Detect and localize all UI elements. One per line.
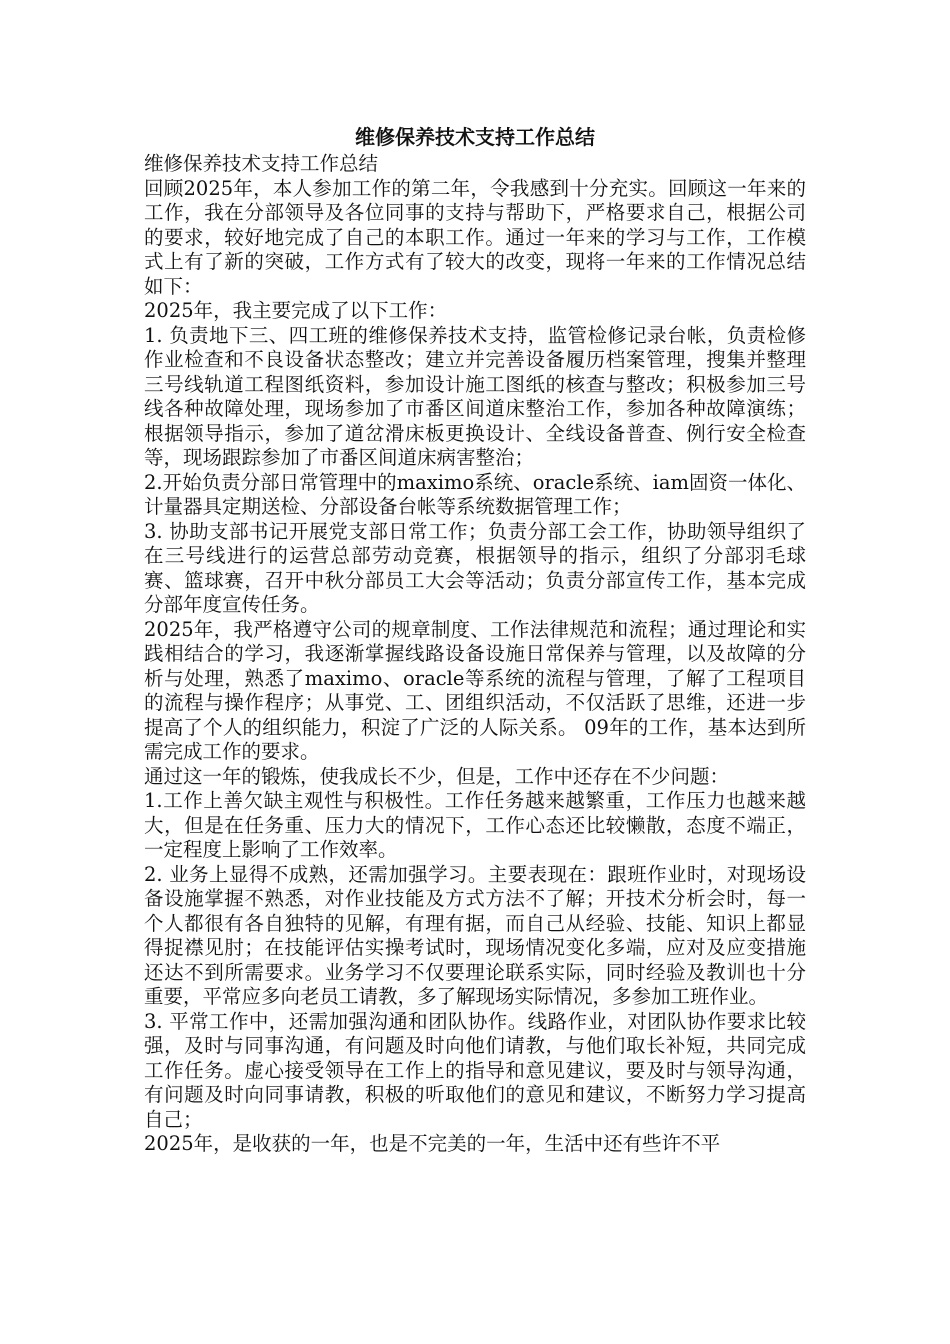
paragraph-summary: 2025年，我严格遵守公司的规章制度、工作法律规范和流程；通过理论和实践相结合的学习，我逐渐掌握线路设备设施日常保养与管理，以及故障的分析与处理，熟悉了maximo、oracle等系统的流程与管理，了解了工程项目的流程与操作程序；从事党、工、团组织活动，不仅活跃了思维，还进一步提高了个人的组织能力，积淀了广泛的人际关系。 09年的工作，基本达到所需完成工作的要求。 bbox=[144, 617, 806, 763]
paragraph-work-heading: 2025年，我主要完成了以下工作： bbox=[144, 299, 448, 322]
paragraph-intro: 回顾2025年，本人参加工作的第二年，令我感到十分充实。回顾这一年来的工作，我在分部领导及各位同事的支持与帮助下，严格要求自己，根据公司的要求，较好地完成了自己的本职工作。通过一年来的学习与工作，工作模式上有了新的突破，工作方式有了较大的改变，现将一年来的工作情况总结如下： bbox=[144, 176, 806, 298]
paragraph-problem-1: 1.工作上善欠缺主观性与积极性。工作任务越来越繁重，工作压力也越来越大，但是在任务重、压力大的情况下，工作心态还比较懒散，态度不端正，一定程度上影响了工作效率。 bbox=[144, 789, 806, 861]
paragraph-problems-heading: 通过这一年的锻炼，使我成长不少，但是，工作中还存在不少问题： bbox=[144, 764, 730, 788]
paragraph-work-item-1: 1. 负责地下三、四工班的维修保养技术支持，监管检修记录台帐，负责检修作业检查和不良设备状态整改；建立并完善设备履历档案管理，搜集并整理三号线轨道工程图纸资料，参加设计施工图纸的核查与整改；积极参加三号线各种故障处理，现场参加了市番区间道床整治工作，参加各种故障演练；根据领导指示，参加了道岔滑床板更换设计、全线设备普查、例行安全检查等，现场跟踪参加了市番区间道床病害整治； bbox=[144, 323, 806, 469]
document-page bbox=[144, 122, 806, 1157]
paragraph-subtitle: 维修保养技术支持工作总结 bbox=[144, 152, 379, 175]
paragraph-work-item-2: 2.开始负责分部日常管理中的maximo系统、oracle系统、iam固资一体化、计量器具定期送检、分部设备台帐等系统数据管理工作； bbox=[144, 470, 806, 518]
document-title: 维修保养技术支持工作总结 bbox=[355, 125, 595, 149]
document-body bbox=[144, 152, 806, 1157]
paragraph-work-item-3: 3. 协助支部书记开展党支部日常工作；负责分部工会工作，协助领导组织了在三号线进行的运营总部劳动竞赛，根据领导的指示，组织了分部羽毛球赛、篮球赛，召开中秋分部员工大会等活动；负责分部宣传工作，基本完成分部年度宣传任务。 bbox=[144, 519, 806, 616]
paragraph-problem-3: 3. 平常工作中，还需加强沟通和团队协作。线路作业，对团队协作要求比较强，及时与同事沟通，有问题及时向他们请教，与他们取长补短，共同完成工作任务。虚心接受领导在工作上的指导和意见建议，要及时与领导沟通，有问题及时向同事请教，积极的听取他们的意见和建议，不断努力学习提高自己； bbox=[144, 1009, 806, 1131]
paragraph-problem-2: 2. 业务上显得不成熟，还需加强学习。主要表现在：跟班作业时，对现场设备设施掌握不熟悉，对作业技能及方式方法不了解；开技术分析会时，每一个人都很有各自独特的见解，有理有据，而自己从经验、技能、知识上都显得捉襟见肘；在技能评估实操考试时，现场情况变化多端，应对及应变措施还达不到所需要求。业务学习不仅要理论联系实际，同时经验及教训也十分重要，平常应多向老员工请教，多了解现场实际情况，多参加工班作业。 bbox=[144, 862, 806, 1008]
paragraph-closing: 2025年，是收获的一年，也是不完美的一年，生活中还有些许不平 bbox=[144, 1132, 721, 1155]
